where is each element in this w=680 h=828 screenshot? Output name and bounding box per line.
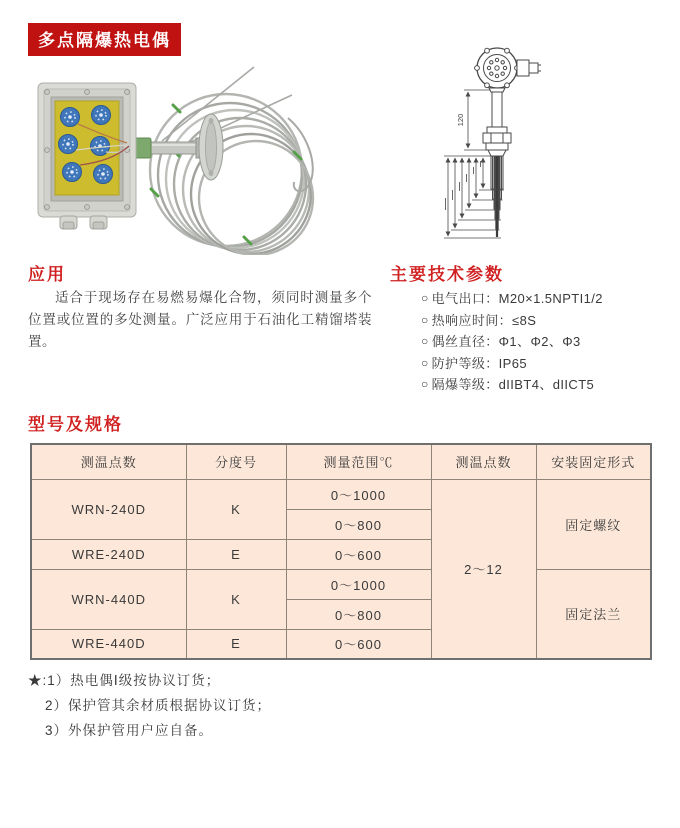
table-row [31,569,651,599]
dimension-labels [446,161,481,210]
model-cell: WRN-240D [31,479,186,539]
parameter-item [421,374,603,396]
range-cell: 0～1000 [286,569,431,599]
graduation-cell: K [186,479,286,539]
model-cell: WRN-440D [31,569,186,629]
parameters-heading: 主要技术参数 [390,265,504,284]
circle-bullet-icon: ○ [421,355,429,370]
graduation-cell: E [186,539,286,569]
spec-table [30,443,652,660]
application-heading: 应用 [28,265,66,284]
parameter-text: 隔爆等级：dIIBT4、dIICT5 [431,377,595,392]
probe [483,88,511,237]
spec-heading: 型号及规格 [28,415,123,434]
range-cell: 0～800 [286,509,431,539]
parameter-item [421,353,603,375]
product-photo [30,55,360,255]
range-cell: 0～600 [286,539,431,569]
footnote-line: ★:1）热电偶Ⅰ级按协议订货； [28,673,221,688]
range-cell: 0～1000 [286,479,431,509]
parameter-text: 防护等级：IP65 [431,355,527,371]
circle-bullet-icon: ○ [421,377,429,391]
footnote-line: 3）外保护管用户应自备。 [45,723,214,738]
footnote-line: 2）保护管其余材质根据协议订货； [45,698,272,713]
mount-cell: 固定螺纹 [536,479,651,569]
circle-bullet-icon: ○ [421,291,429,305]
model-cell: WRE-240D [31,539,186,569]
parameter-text: 电气出口：M20×1.5NPTI1/2 [431,291,603,306]
col-header-graduation: 分度号 [186,444,286,479]
terminal-head [475,48,541,88]
parameters-list [421,288,603,396]
parameter-item [421,331,603,353]
table-header-row [31,444,651,479]
circle-bullet-icon: ○ [421,334,429,348]
range-cell: 0～800 [286,599,431,629]
col-header-points: 测温点数 [431,444,536,479]
parameter-item [421,288,603,310]
mount-cell: 固定法兰 [536,569,651,659]
table-row [31,479,651,509]
page-title: 多点隔爆热电偶 [28,23,181,56]
application-text: 适合于现场存在易燃易爆化合物，须同时测量多个位置或位置的多处测量。广泛应用于石油化工精馏塔装置。 [28,290,372,349]
col-header-mount: 安装固定形式 [536,444,651,479]
col-header-model: 测温点数 [31,444,186,479]
junction-box [38,83,136,229]
range-cell: 0～600 [286,629,431,659]
footnotes [28,668,271,743]
points-cell: 2～12 [431,479,536,659]
parameter-item [421,310,603,332]
col-header-range: 测量范围℃ [286,444,431,479]
parameter-text: 热响应时间：≤8S [431,312,537,328]
dimension-drawing [430,40,650,250]
graduation-cell: E [186,629,286,659]
cable-glands [60,216,107,229]
graduation-cell: K [186,569,286,629]
dim-label-120: 120 [456,113,465,127]
parameter-text: 偶丝直径：Φ1、Φ2、Φ3 [431,334,581,349]
model-cell: WRE-440D [31,629,186,659]
circle-bullet-icon: ○ [421,312,429,327]
